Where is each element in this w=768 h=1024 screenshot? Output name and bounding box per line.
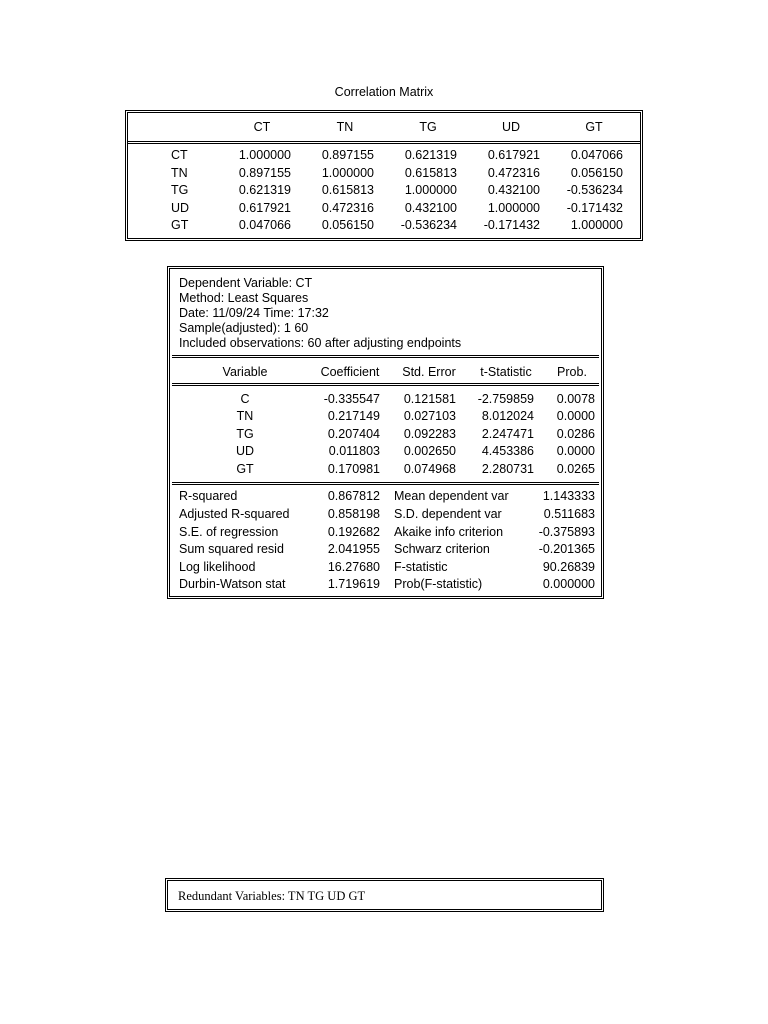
prob-value: 0.0078 — [556, 392, 595, 406]
stat-value: -0.201365 — [538, 542, 595, 556]
divider — [172, 355, 599, 358]
corr-cell: 1.000000 — [238, 148, 291, 162]
stat-value: 0.192682 — [327, 525, 380, 539]
corr-cell: 1.000000 — [570, 218, 623, 232]
corr-col-header: GT — [585, 120, 603, 134]
corr-cell: -0.536234 — [566, 183, 623, 197]
stat-value: 1.143333 — [542, 489, 595, 503]
corr-cell: 0.432100 — [404, 201, 457, 215]
std-error-value: 0.092283 — [403, 427, 456, 441]
stat-value: 0.000000 — [542, 577, 595, 591]
t-statistic-value: 2.247471 — [481, 427, 534, 441]
corr-cell: 1.000000 — [321, 166, 374, 180]
corr-cell: 0.472316 — [487, 166, 540, 180]
prob-value: 0.0265 — [556, 462, 595, 476]
variable-name: C — [240, 392, 250, 406]
stat-value: 1.719619 — [327, 577, 380, 591]
corr-cell: -0.171432 — [566, 201, 623, 215]
correlation-matrix-table — [127, 112, 641, 239]
variable-name: TG — [236, 427, 254, 441]
correlation-header-divider — [128, 141, 640, 144]
variable-name: GT — [236, 462, 254, 476]
stat-label: Durbin-Watson stat — [179, 577, 286, 591]
corr-col-header: CT — [253, 120, 271, 134]
prob-value: 0.0000 — [556, 409, 595, 423]
std-error-value: 0.002650 — [403, 444, 456, 458]
corr-row-label: UD — [171, 201, 190, 215]
stat-value: 0.511683 — [543, 507, 595, 521]
coefficient-value: 0.217149 — [327, 409, 380, 423]
prob-value: 0.0000 — [556, 444, 595, 458]
stat-label: S.E. of regression — [179, 525, 279, 539]
header-line: Date: 11/09/24 Time: 17:32 — [179, 306, 329, 320]
corr-row-label: TG — [171, 183, 189, 197]
corr-cell: 1.000000 — [487, 201, 540, 215]
corr-cell: 0.621319 — [238, 183, 291, 197]
stat-label: Akaike info criterion — [394, 525, 504, 539]
header-line: Sample(adjusted): 1 60 — [179, 321, 309, 335]
variable-name: UD — [235, 444, 255, 458]
corr-cell: 0.047066 — [570, 148, 623, 162]
corr-cell: 0.615813 — [404, 166, 457, 180]
reg-col-header: Std. Error — [402, 365, 456, 379]
std-error-value: 0.121581 — [403, 392, 456, 406]
stat-label: S.D. dependent var — [394, 507, 502, 521]
stat-value: 90.26839 — [542, 560, 595, 574]
t-statistic-value: 2.280731 — [481, 462, 534, 476]
t-statistic-value: 8.012024 — [481, 409, 534, 423]
coefficient-value: 0.207404 — [327, 427, 380, 441]
t-statistic-value: 4.453386 — [481, 444, 534, 458]
reg-col-header: Prob. — [557, 365, 587, 379]
corr-cell: 0.897155 — [321, 148, 374, 162]
corr-cell: 0.056150 — [321, 218, 374, 232]
stat-value: 0.867812 — [327, 489, 380, 503]
stat-label: Adjusted R-squared — [179, 507, 290, 521]
stat-label: R-squared — [179, 489, 238, 503]
regression-output-table — [169, 268, 602, 597]
stat-label: Sum squared resid — [179, 542, 284, 556]
corr-cell: 0.047066 — [238, 218, 291, 232]
std-error-value: 0.074968 — [403, 462, 456, 476]
header-line: Included observations: 60 after adjusting endpoints — [179, 336, 462, 350]
divider — [172, 383, 599, 386]
reg-col-header: Coefficient — [320, 365, 380, 379]
prob-value: 0.0286 — [556, 427, 595, 441]
corr-col-header: TG — [419, 120, 437, 134]
stat-value: 0.858198 — [327, 507, 380, 521]
corr-row-label: GT — [171, 218, 189, 232]
redundant-variables-box — [167, 880, 602, 910]
reg-col-header: t-Statistic — [480, 365, 532, 379]
coefficient-value: -0.335547 — [323, 392, 380, 406]
redundant-variables-text: Redundant Variables: TN TG UD GT — [178, 889, 366, 903]
corr-cell: 0.472316 — [321, 201, 374, 215]
corr-cell: 0.897155 — [238, 166, 291, 180]
correlation-matrix-title: Correlation Matrix — [334, 85, 434, 99]
corr-row-label: TN — [171, 166, 188, 180]
stat-value: -0.375893 — [538, 525, 595, 539]
variable-name: TN — [236, 409, 254, 423]
stat-label: Schwarz criterion — [394, 542, 490, 556]
correlation-header — [128, 113, 640, 140]
stat-value: 2.041955 — [327, 542, 380, 556]
corr-cell: 0.056150 — [570, 166, 623, 180]
corr-cell: 0.615813 — [321, 183, 374, 197]
stat-label: F-statistic — [394, 560, 448, 574]
corr-cell: -0.171432 — [483, 218, 540, 232]
corr-cell: 0.432100 — [487, 183, 540, 197]
corr-cell: 0.617921 — [238, 201, 291, 215]
stat-label: Log likelihood — [179, 560, 256, 574]
corr-cell: -0.536234 — [400, 218, 457, 232]
reg-col-header: Variable — [222, 365, 268, 379]
corr-cell: 0.621319 — [404, 148, 457, 162]
header-line: Method: Least Squares — [179, 291, 309, 305]
corr-cell: 1.000000 — [404, 183, 457, 197]
header-line: Dependent Variable: CT — [179, 276, 313, 290]
t-statistic-value: -2.759859 — [477, 392, 534, 406]
stat-label: Mean dependent var — [394, 489, 509, 503]
coefficient-value: 0.170981 — [327, 462, 380, 476]
corr-row-label: CT — [171, 148, 188, 162]
corr-col-header: UD — [501, 120, 521, 134]
corr-col-header: TN — [336, 120, 354, 134]
coefficient-value: 0.011803 — [328, 444, 380, 458]
std-error-value: 0.027103 — [403, 409, 456, 423]
divider — [172, 482, 599, 485]
corr-cell: 0.617921 — [487, 148, 540, 162]
stat-label: Prob(F-statistic) — [394, 577, 483, 591]
stat-value: 16.27680 — [327, 560, 380, 574]
